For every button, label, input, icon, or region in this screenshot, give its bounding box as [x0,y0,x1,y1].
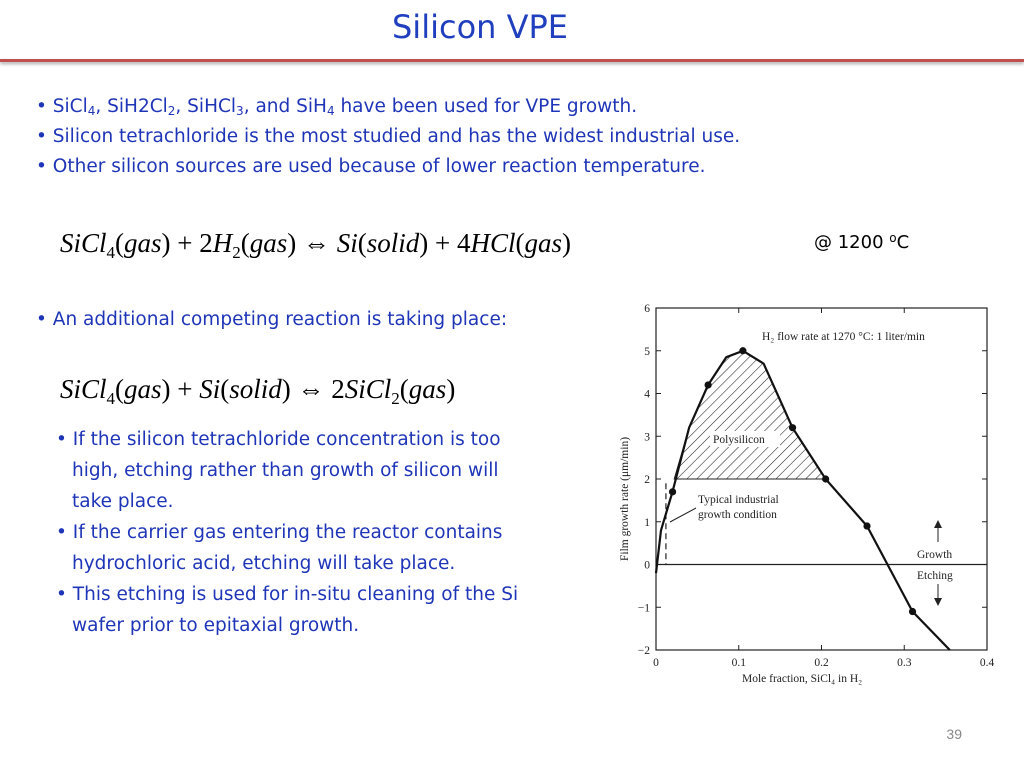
equation-term: ) [446,374,456,404]
bullet-competing-text: An additional competing reaction is taking place: [52,309,508,330]
growth-rate-chart [612,296,1012,696]
bullet-1-text [53,96,637,117]
subscript: 3 [236,104,244,118]
typical-label-1: Typical industrial [698,494,779,506]
sub-bullet-1: • If the silicon tetrachloride concentration is too high, etching rather than growth of silicon will take place. [56,424,576,517]
x-axis-label: Mole fraction, SiCl₄ in H₂ [742,673,863,685]
condition-sup: o [889,231,897,245]
text-segment: , SiHCl [175,96,237,117]
sub-bullet-2-line-2: hydrochloric acid, etching will take place. [72,553,456,574]
equation-term: ) [562,228,572,258]
y-tick-label: 5 [644,345,650,358]
equation-term: ( [357,228,367,258]
y-tick-label: 1 [644,516,650,529]
x-tick-label: 0.1 [731,657,746,669]
equation-term: ) ⇔ [287,228,337,258]
equation-term: ( [399,374,409,404]
y-tick-label: 2 [644,474,650,486]
equation-term: 2 [232,243,241,262]
equation-term: ) + [161,374,200,404]
data-point [789,424,796,431]
polysilicon-label: Polysilicon [713,434,765,446]
reaction-equation-1 [60,228,572,262]
equation-term: gas [124,228,162,258]
y-tick-label: −1 [637,602,650,615]
y-tick-label: −2 [637,645,650,657]
sub-bullet-3-line-1: This etching is used for in-situ cleaning of the Si [72,584,519,605]
equation-term: 4 [106,389,116,408]
y-axis-label: Film growth rate (μm/min) [619,436,631,561]
x-tick-label: 0.4 [979,657,995,669]
equation-term: gas [249,228,288,258]
equation-term: 2 [391,389,400,408]
sub-bullet-3: • This etching is used for in-situ cleaning of the Si wafer prior to epitaxial growth. [56,579,576,641]
y-tick-label: 6 [644,303,650,315]
equation-term: SiCl [344,374,392,404]
bullet-2: • Silicon tetrachloride is the most studied and has the widest industrial use. [36,126,741,147]
equation-term: HCl [470,228,516,258]
data-point [669,488,676,495]
equation-term: Si [199,374,221,404]
bullet-2-text: Silicon tetrachloride is the most studied and has the widest industrial use. [52,126,741,147]
text-segment: SiCl [52,96,88,117]
equation-term: ( [515,228,525,258]
equation-term: ( [115,228,125,258]
slide-title: Silicon VPE [391,8,568,46]
y-tick-label: 0 [644,559,650,572]
x-tick-label: 0.3 [897,657,912,669]
sub-bullet-2-line-1: If the carrier gas entering the reactor contains [72,522,503,543]
equation-term: gas [124,374,162,404]
data-point [909,608,916,615]
sub-bullet-list [56,424,576,641]
text-segment: , SiH2Cl [95,96,168,117]
growth-label: Growth [917,549,953,561]
temperature-condition [814,232,909,253]
y-tick-label: 3 [644,431,650,444]
equation-term: SiCl [60,374,107,404]
equation-term: Si [336,228,358,258]
equation-term: ( [115,374,125,404]
bullet-1: • SiCl$_4$, $SiH2Cl_2$, SiHCl$_3$, and SiH$_4$ have been used for VPE growth. [36,96,638,118]
page-number: 39 [946,726,962,742]
x-tick-label: 0 [653,657,659,669]
data-point [863,522,870,529]
sub-bullet-1-line-3: take place. [72,491,174,512]
reaction-equation-2 [60,374,456,408]
equation-term: SiCl [60,228,107,258]
chart-title: H₂ flow rate at 1270 °C: 1 liter/min [762,331,925,343]
equation-term: ) ⇔ 2 [281,374,345,404]
bullet-3: • Other silicon sources are used because of lower reaction temperature. [36,156,706,177]
subscript: 4 [326,104,335,118]
equation-term: ) + 2 [161,228,213,258]
data-point [822,475,829,482]
equation-term: ) + 4 [419,228,471,258]
sub-bullet-1-line-1: If the silicon tetrachloride concentration is too [72,429,501,450]
text-segment: , and SiH [243,96,327,117]
bullet-competing: • An additional competing reaction is taking place: [36,309,508,330]
sub-bullet-2: • If the carrier gas entering the reactor contains hydrochloric acid, etching will take place. [56,517,576,579]
text-segment: have been used for VPE growth. [334,96,638,117]
typical-label-2: growth condition [698,509,777,521]
subscript: 4 [87,104,96,118]
equation-term: solid [229,374,282,404]
equation-term: solid [366,228,420,258]
condition-prefix: @ 1200 [814,232,890,253]
y-tick-label: 4 [644,388,650,401]
data-point [739,347,746,354]
bullet-3-text: Other silicon sources are used because of lower reaction temperature. [52,156,706,177]
equation-term: 4 [106,243,116,262]
etching-label: Etching [917,570,953,582]
equation-term: ( [240,228,250,258]
equation-term: ( [220,374,230,404]
subscript: 2 [167,104,176,118]
title-divider [0,59,1024,62]
equation-term: H [212,228,233,258]
equation-term: gas [408,374,447,404]
x-tick-label: 0.2 [814,657,829,669]
data-point [705,381,712,388]
equation-term: gas [524,228,563,258]
sub-bullet-3-line-2: wafer prior to epitaxial growth. [72,615,360,636]
sub-bullet-1-line-2: high, etching rather than growth of silicon will [72,460,499,481]
condition-suffix: C [896,232,910,253]
